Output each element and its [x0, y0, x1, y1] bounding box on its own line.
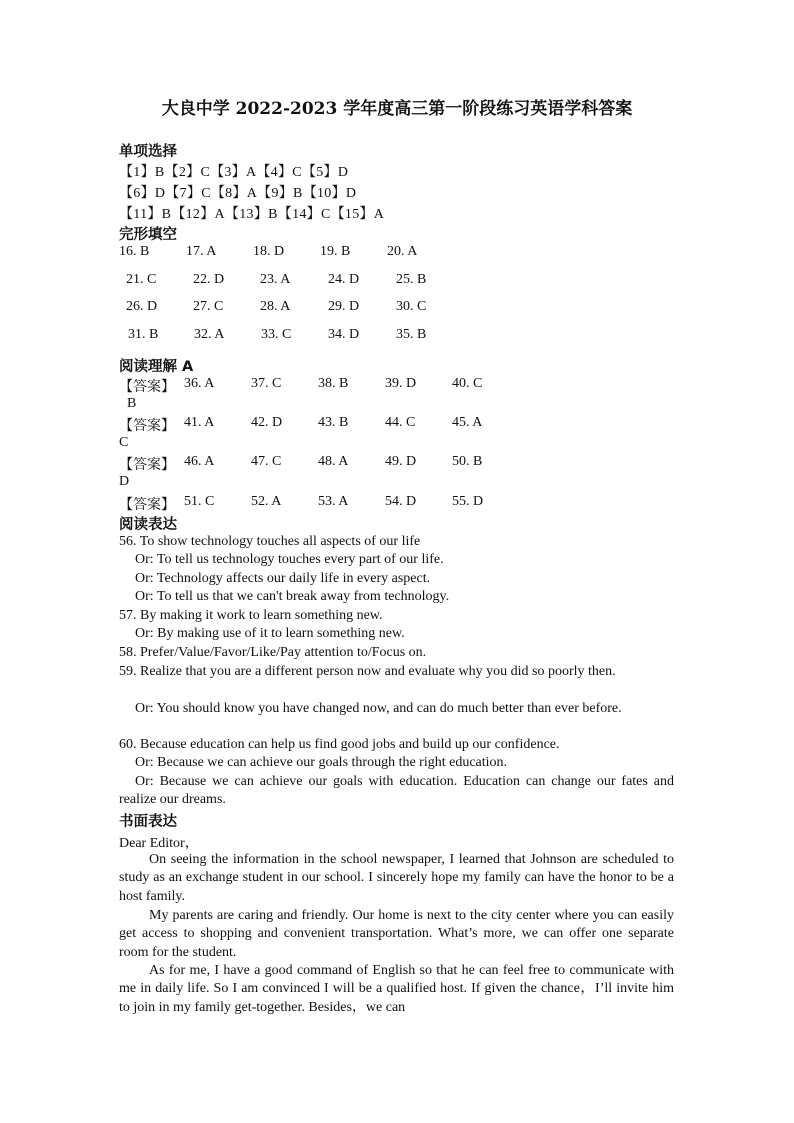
answer-57-alt-1: Or: By making use of it to learn something new. [135, 626, 405, 641]
cloze-answer: 35. B [396, 327, 427, 342]
cloze-answer: 17. A [186, 244, 217, 259]
answer-60-alt-2: Or: Because we can achieve our goals with education. Education can change our fates and realize our dreams. [119, 774, 674, 808]
reading-answer: 40. C [452, 376, 483, 391]
cloze-answer: 22. D [193, 272, 225, 287]
reading-answer: 38. B [318, 376, 349, 391]
reading-answer: 44. C [385, 415, 416, 430]
reading-answer: 48. A [318, 454, 349, 469]
cloze-answer: 33. C [261, 327, 292, 342]
cloze-answer: 21. C [126, 272, 157, 287]
cloze-answer: 29. D [328, 299, 360, 314]
reading-answer-wrapped: D [119, 474, 130, 489]
reading-answer: 41. A [184, 415, 215, 430]
reading-answer: 51. C [184, 494, 215, 509]
answer-label: 【答案】 [119, 419, 175, 434]
cloze-answer: 18. D [253, 244, 285, 259]
cloze-answer: 19. B [320, 244, 351, 259]
answer-58: 58. Prefer/Value/Favor/Like/Pay attention to/Focus on. [119, 645, 427, 660]
cloze-answer: 27. C [193, 299, 224, 314]
cloze-answer: 32. A [194, 327, 225, 342]
answer-59: 59. Realize that you are a different person now and evaluate why you did so poorly then. [119, 664, 616, 679]
mc-answers-line-1: 【1】B【2】C【3】A【4】C【5】D [119, 165, 349, 180]
section-heading-read-express: 阅读表达 [119, 517, 177, 533]
letter-paragraph-1: On seeing the information in the school newspaper, I learned that Johnson are scheduled to study as an exchange student in our school. I sincerely hope my family can have the honor to be a host family. [119, 852, 674, 904]
answer-label: 【答案】 [119, 498, 175, 513]
cloze-answer: 16. B [119, 244, 150, 259]
reading-answer: 50. B [452, 454, 483, 469]
answer-60: 60. Because education can help us find good jobs and build up our confidence. [119, 737, 560, 752]
reading-answer: 47. C [251, 454, 282, 469]
reading-answer: 39. D [385, 376, 417, 391]
answer-60-alt-1: Or: Because we can achieve our goals through the right education. [135, 755, 508, 770]
reading-answer: 43. B [318, 415, 349, 430]
letter-paragraph-2: My parents are caring and friendly. Our home is next to the city center where you can easily get access to shopping and convenient transportation. What’s more, we can offer one separate room for the student. [119, 908, 674, 960]
cloze-answer: 30. C [396, 299, 427, 314]
answer-59-alt-1: Or: You should know you have changed now, and can do much better than ever before. [135, 701, 622, 716]
reading-answer: 36. A [184, 376, 215, 391]
reading-answer: 53. A [318, 494, 349, 509]
page-title: 大良中学 2022-2023 学年度高三第一阶段练习英语学科答案 [161, 99, 633, 119]
reading-answer: 42. D [251, 415, 283, 430]
cloze-answer: 23. A [260, 272, 291, 287]
answer-56-alt-1: Or: To tell us technology touches every part of our life. [135, 552, 444, 567]
reading-answer-wrapped: B [127, 396, 137, 411]
reading-answer: 55. D [452, 494, 484, 509]
answer-label: 【答案】 [119, 380, 175, 395]
reading-answer: 37. C [251, 376, 282, 391]
letter-paragraph-3: As for me, I have a good command of English so that he can feel free to communicate with me in daily life. So I am convinced I will be a qualified host. If given the chance，I’ll invite him to join in my family get-together. Besides，we can [119, 963, 674, 1015]
cloze-answer: 34. D [328, 327, 360, 342]
section-heading-reading: 阅读理解 A [119, 359, 194, 375]
cloze-answer: 26. D [126, 299, 158, 314]
mc-answers-line-2: 【6】D【7】C【8】A【9】B【10】D [119, 186, 357, 201]
reading-answer: 52. A [251, 494, 282, 509]
cloze-answer: 25. B [396, 272, 427, 287]
letter-salutation: Dear Editor， [119, 836, 199, 851]
section-heading-mc: 单项选择 [119, 144, 177, 160]
mc-answers-line-3: 【11】B【12】A【13】B【14】C【15】A [119, 207, 385, 222]
cloze-answer: 28. A [260, 299, 291, 314]
reading-answer: 49. D [385, 454, 417, 469]
answer-56: 56. To show technology touches all aspects of our life [119, 534, 421, 549]
reading-answer: 45. A [452, 415, 483, 430]
answer-56-alt-2: Or: Technology affects our daily life in every aspect. [135, 571, 431, 586]
cloze-answer: 31. B [128, 327, 159, 342]
section-heading-writing: 书面表达 [119, 814, 177, 830]
reading-answer-wrapped: C [119, 435, 129, 450]
answer-label: 【答案】 [119, 458, 175, 473]
reading-answer: 54. D [385, 494, 417, 509]
section-heading-cloze: 完形填空 [119, 227, 177, 243]
answer-57: 57. By making it work to learn something new. [119, 608, 383, 623]
reading-answer: 46. A [184, 454, 215, 469]
cloze-answer: 24. D [328, 272, 360, 287]
cloze-answer: 20. A [387, 244, 418, 259]
answer-56-alt-3: Or: To tell us that we can't break away from technology. [135, 589, 450, 604]
